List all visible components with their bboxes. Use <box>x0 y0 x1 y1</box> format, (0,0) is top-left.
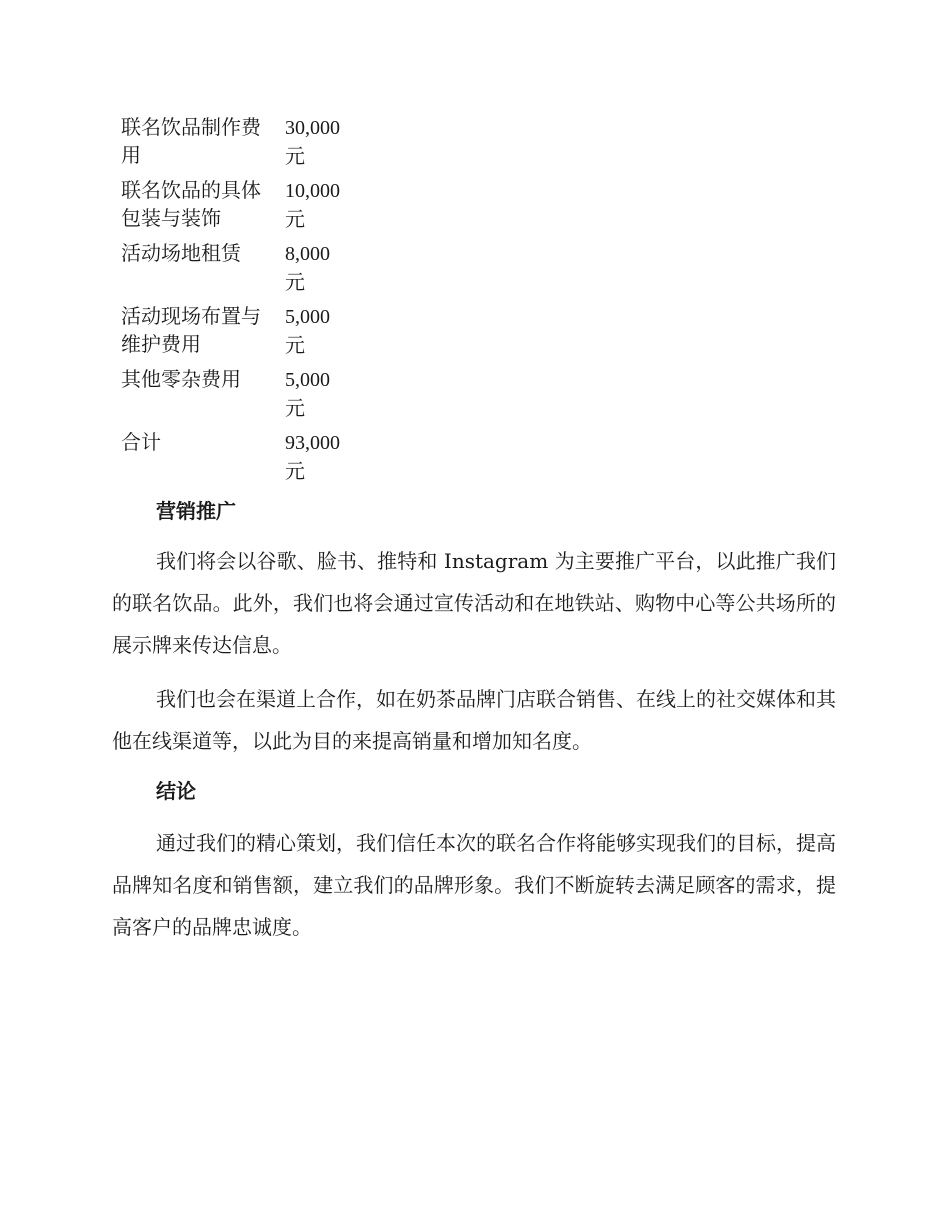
budget-cost <box>277 302 345 365</box>
budget-cost-number: 5,000 <box>285 369 330 391</box>
conclusion-section <box>112 776 836 948</box>
budget-cost-number: 30,000 <box>285 117 340 139</box>
table-row <box>112 176 345 239</box>
table-row <box>112 239 345 302</box>
budget-cost-unit: 元 <box>285 333 305 357</box>
budget-cost <box>277 239 345 302</box>
paragraph: 通过我们的精心策划，我们信任本次的联名合作将能够实现我们的目标，提高品牌知名度和销售额，建立我们的品牌形象。我们不断旋转去满足顾客的需求，提高客户的品牌忠诚度。 <box>112 831 836 939</box>
marketing-section <box>112 496 836 762</box>
budget-total-label: 合计 <box>121 430 161 454</box>
budget-cost-number: 5,000 <box>285 306 330 328</box>
budget-cost <box>277 365 345 428</box>
budget-cost-unit: 元 <box>285 144 305 168</box>
budget-item: 活动现场布置与维护费用 <box>121 304 261 356</box>
table-row <box>112 365 345 428</box>
budget-cost-unit: 元 <box>285 459 305 483</box>
budget-cost-unit: 元 <box>285 270 305 294</box>
budget-cost-number: 10,000 <box>285 180 340 202</box>
budget-cost <box>277 113 345 176</box>
budget-item: 活动场地租赁 <box>121 241 241 265</box>
table-row-total <box>112 428 345 491</box>
section-heading: 营销推广 <box>156 499 236 523</box>
paragraph: 我们也会在渠道上合作，如在奶茶品牌门店联合销售、在线上的社交媒体和其他在线渠道等，以此为目的来提高销量和增加知名度。 <box>112 687 836 753</box>
table-row <box>112 302 345 365</box>
budget-cost-unit: 元 <box>285 396 305 420</box>
budget-cost-unit: 元 <box>285 207 305 231</box>
budget-item: 联名饮品的具体包装与装饰 <box>121 178 261 230</box>
budget-total-cost <box>277 428 345 491</box>
paragraph: 我们将会以谷歌、脸书、推特和 Instagram 为主要推广平台，以此推广我们的联名饮品。此外，我们也将会通过宣传活动和在地铁站、购物中心等公共场所的展示牌来传达信息。 <box>112 549 836 657</box>
table-row <box>112 113 345 176</box>
budget-cost <box>277 176 345 239</box>
budget-cost-number: 8,000 <box>285 243 330 265</box>
budget-item: 联名饮品制作费用 <box>121 115 261 167</box>
budget-cost-number: 93,000 <box>285 432 340 454</box>
section-heading: 结论 <box>156 779 196 803</box>
document-body <box>112 496 836 948</box>
budget-table <box>112 113 345 491</box>
budget-item: 其他零杂费用 <box>121 367 241 391</box>
